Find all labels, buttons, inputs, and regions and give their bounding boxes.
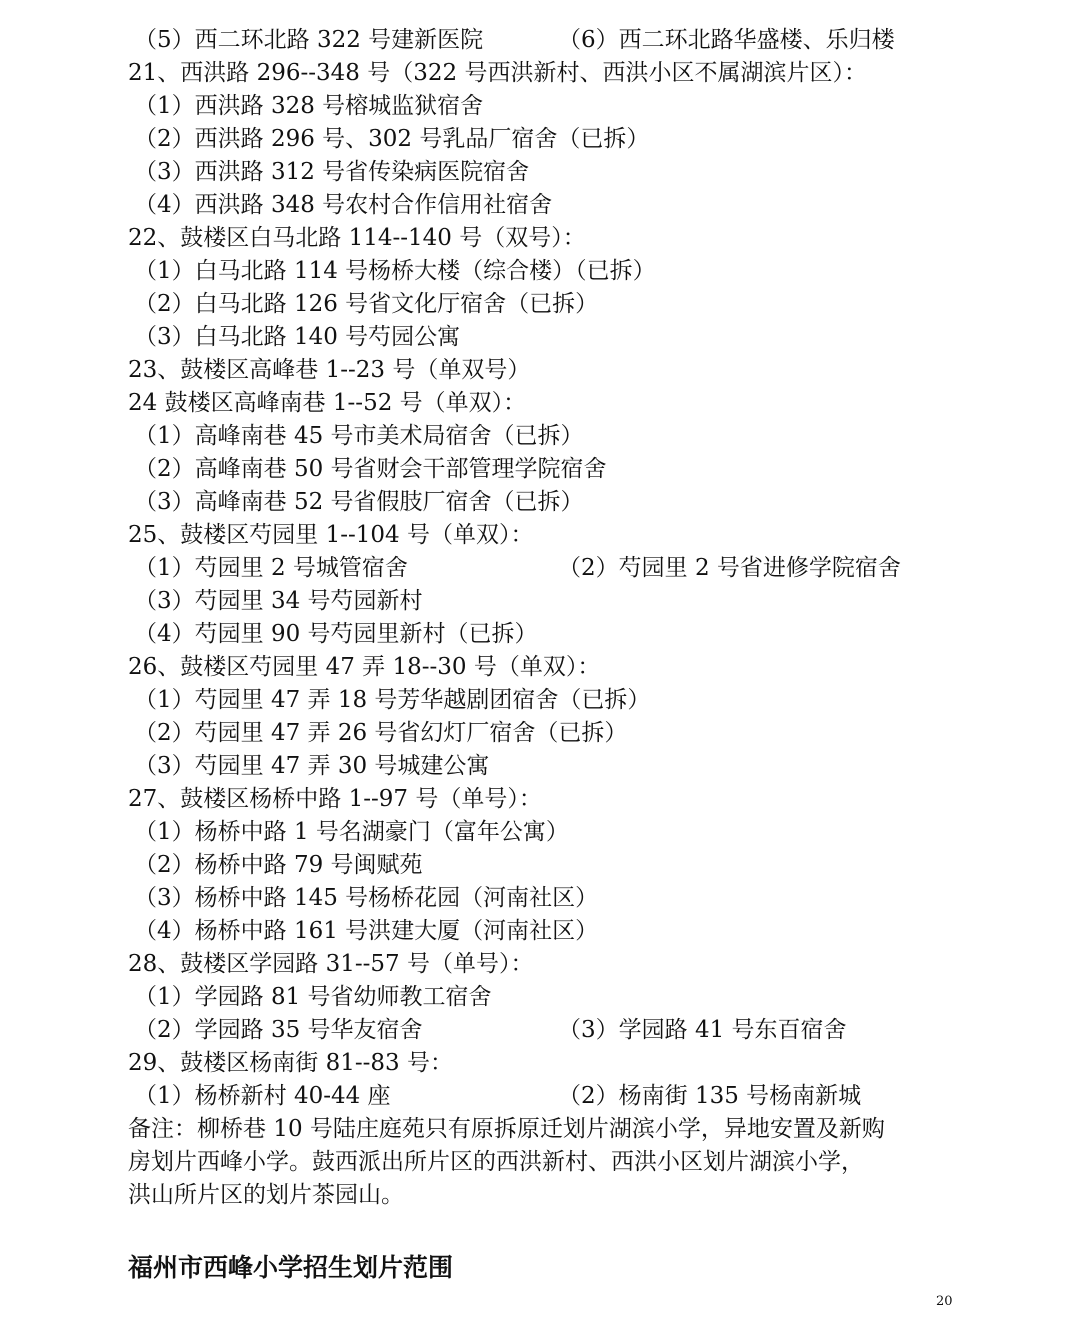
- list-item: [128, 816, 958, 849]
- item-text: （2）高峰南巷 50 号省财会干部管理学院宿舍: [134, 456, 607, 482]
- entry-heading: [128, 948, 958, 981]
- item-text: （2）芍园里 47 弄 26 号省幻灯厂宿舍（已拆）: [134, 720, 628, 746]
- list-item: [128, 585, 958, 618]
- list-item: [128, 750, 958, 783]
- item-text: （4）西洪路 348 号农村合作信用社宿舍: [134, 192, 553, 218]
- address-list: [128, 24, 958, 1113]
- item-text: （2）学园路 35 号华友宿舍: [134, 1017, 423, 1043]
- entry-heading: [128, 1047, 958, 1080]
- item-text-second-column: （2）芍园里 2 号省进修学院宿舍: [558, 555, 901, 581]
- document-page: [128, 24, 958, 1284]
- remarks-note: [128, 1113, 958, 1212]
- item-text-second-column: （3）学园路 41 号东百宿舍: [558, 1017, 847, 1043]
- list-item: [128, 981, 958, 1014]
- list-item: [128, 321, 958, 354]
- item-text: 24 鼓楼区高峰南巷 1--52 号（单双）：: [128, 390, 527, 416]
- entry-heading: [128, 387, 958, 420]
- item-text: （3）杨桥中路 145 号杨桥花园（河南社区）: [134, 885, 599, 911]
- item-text: （3）高峰南巷 52 号省假肢厂宿舍（已拆）: [134, 489, 584, 515]
- entry-heading: [128, 57, 958, 90]
- item-text: 23、鼓楼区高峰巷 1--23 号（单双号）: [128, 357, 531, 383]
- item-text: （2）白马北路 126 号省文化厅宿舍（已拆）: [134, 291, 599, 317]
- item-text: 28、鼓楼区学园路 31--57 号（单号）：: [128, 951, 534, 977]
- item-text: （2）杨桥中路 79 号闽赋苑: [134, 852, 423, 878]
- note-line: 备注：柳桥巷 10 号陆庄庭苑只有原拆原迁划片湖滨小学，异地安置及新购: [128, 1116, 885, 1142]
- item-text-second-column: （6）西二环北路华盛楼、乐归楼: [558, 27, 895, 53]
- item-text: 22、鼓楼区白马北路 114--140 号（双号）：: [128, 225, 586, 251]
- item-text: （3）白马北路 140 号芍园公寓: [134, 324, 461, 350]
- item-text: （1）学园路 81 号省幼师教工宿舍: [134, 984, 492, 1010]
- page-number: 20: [936, 1294, 953, 1309]
- list-item: [128, 552, 958, 585]
- item-text: （3）西洪路 312 号省传染病医院宿舍: [134, 159, 530, 185]
- item-text: 21、西洪路 296--348 号（322 号西洪新村、西洪小区不属湖滨片区）：: [128, 60, 867, 86]
- list-item: [128, 453, 958, 486]
- item-text: （5）西二环北路 322 号建新医院: [134, 27, 484, 53]
- item-text: （1）白马北路 114 号杨桥大楼（综合楼）（已拆）: [134, 258, 656, 284]
- note-line: 房划片西峰小学。鼓西派出所片区的西洪新村、西洪小区划片湖滨小学，: [128, 1149, 864, 1175]
- item-text: （3）芍园里 34 号芍园新村: [134, 588, 423, 614]
- item-text: （4）芍园里 90 号芍园里新村（已拆）: [134, 621, 538, 647]
- list-item: [128, 849, 958, 882]
- list-item: [128, 1014, 958, 1047]
- list-item: [128, 420, 958, 453]
- list-item: [128, 486, 958, 519]
- entry-heading: [128, 519, 958, 552]
- list-item: [128, 618, 958, 651]
- item-text-second-column: （2）杨南街 135 号杨南新城: [558, 1083, 862, 1109]
- item-text: （1）芍园里 2 号城管宿舍: [134, 555, 408, 581]
- item-text: 27、鼓楼区杨桥中路 1--97 号（单号）：: [128, 786, 542, 812]
- entry-heading: [128, 783, 958, 816]
- item-text: （1）西洪路 328 号榕城监狱宿舍: [134, 93, 484, 119]
- list-item: [128, 123, 958, 156]
- note-line: 洪山所片区的划片茶园山。: [128, 1182, 404, 1208]
- list-item: [128, 189, 958, 222]
- item-text: （4）杨桥中路 161 号洪建大厦（河南社区）: [134, 918, 599, 944]
- item-text: （1）杨桥新村 40-44 座: [134, 1083, 391, 1109]
- list-item: [128, 717, 958, 750]
- entry-heading: [128, 354, 958, 387]
- item-text: （1）高峰南巷 45 号市美术局宿舍（已拆）: [134, 423, 584, 449]
- item-text: 29、鼓楼区杨南街 81--83 号：: [128, 1050, 453, 1076]
- list-item: [128, 882, 958, 915]
- list-item: [128, 24, 958, 57]
- entry-heading: [128, 222, 958, 255]
- item-text: （3）芍园里 47 弄 30 号城建公寓: [134, 753, 490, 779]
- list-item: [128, 684, 958, 717]
- section-heading: 福州市西峰小学招生划片范围: [128, 1253, 454, 1282]
- item-text: 25、鼓楼区芍园里 1--104 号（单双）：: [128, 522, 534, 548]
- item-text: （2）西洪路 296 号、302 号乳品厂宿舍（已拆）: [134, 126, 650, 152]
- item-text: （1）杨桥中路 1 号名湖豪门（富年公寓）: [134, 819, 569, 845]
- item-text: 26、鼓楼区芍园里 47 弄 18--30 号（单双）：: [128, 654, 601, 680]
- list-item: [128, 90, 958, 123]
- entry-heading: [128, 651, 958, 684]
- list-item: [128, 288, 958, 321]
- list-item: [128, 915, 958, 948]
- list-item: [128, 1080, 958, 1113]
- list-item: [128, 255, 958, 288]
- list-item: [128, 156, 958, 189]
- item-text: （1）芍园里 47 弄 18 号芳华越剧团宿舍（已拆）: [134, 687, 651, 713]
